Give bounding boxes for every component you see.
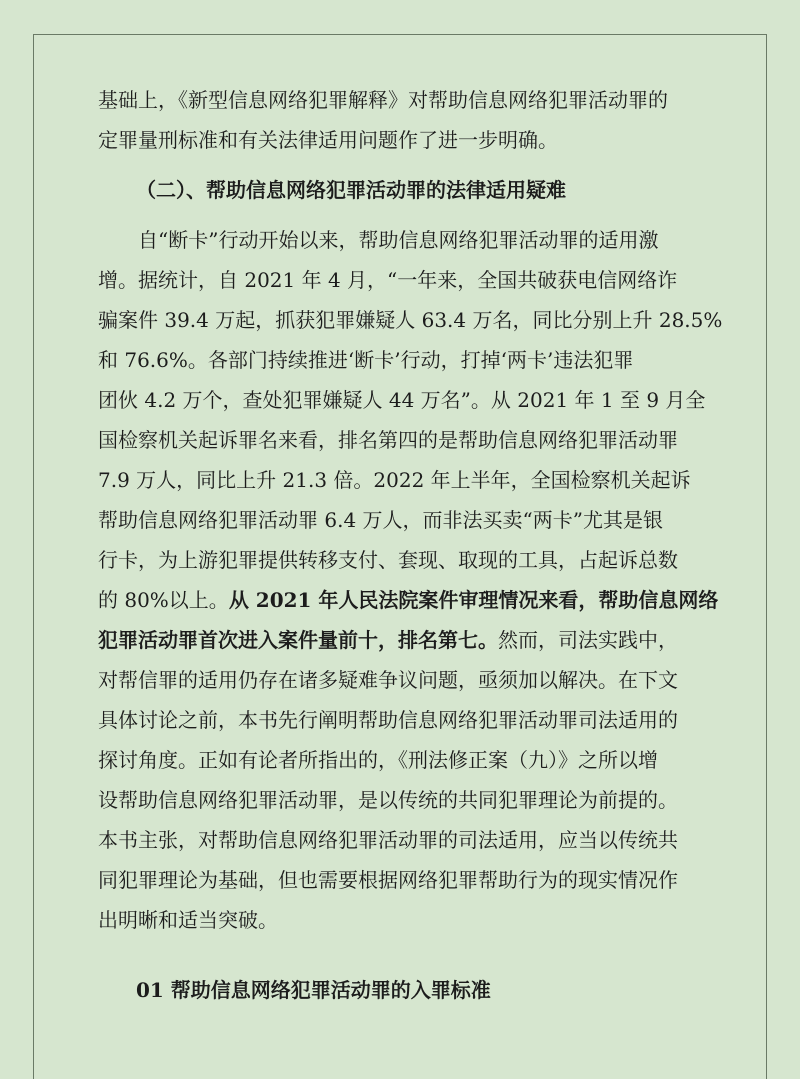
text-run: 的 80%以上。 — [98, 588, 229, 612]
bold-text-run: 犯罪活动罪首次进入案件量前十，排名第七。 — [98, 628, 498, 652]
paragraph-line: 出明晰和适当突破。 — [98, 908, 278, 932]
paragraph-line: 同犯罪理论为基础，但也需要根据网络犯罪帮助行为的现实情况作 — [98, 868, 678, 892]
section-heading: （二）、帮助信息网络犯罪活动罪的法律适用疑难 — [136, 178, 566, 202]
paragraph-line: 定罪量刑标准和有关法律适用问题作了进一步明确。 — [98, 128, 558, 152]
paragraph-line: 团伙 4.2 万个，查处犯罪嫌疑人 44 万名”。从 2021 年 1 至 9 月全 — [98, 388, 706, 412]
paragraph-line: 自“断卡”行动开始以来，帮助信息网络犯罪活动罪的适用激 — [138, 228, 659, 252]
paragraph-line: 具体讨论之前，本书先行阐明帮助信息网络犯罪活动罪司法适用的 — [98, 708, 678, 732]
text-run: 然而，司法实践中， — [498, 628, 678, 652]
paragraph-line: 基础上，《新型信息网络犯罪解释》对帮助信息网络犯罪活动罪的 — [98, 88, 668, 112]
subsection-heading: 01 帮助信息网络犯罪活动罪的入罪标准 — [136, 978, 491, 1002]
paragraph-line: 行卡，为上游犯罪提供转移支付、套现、取现的工具，占起诉总数 — [98, 548, 678, 572]
paragraph-line — [98, 585, 718, 615]
paragraph-line: 7.9 万人，同比上升 21.3 倍。2022 年上半年，全国检察机关起诉 — [98, 468, 691, 492]
bold-text-run: 从 2021 年人民法院案件审理情况来看，帮助信息网络 — [228, 588, 719, 612]
paragraph-line: 增。据统计，自 2021 年 4 月，“一年来，全国共破获电信网络诈 — [98, 268, 678, 292]
paragraph-line: 设帮助信息网络犯罪活动罪，是以传统的共同犯罪理论为前提的。 — [98, 788, 678, 812]
paragraph-line: 对帮信罪的适用仍存在诸多疑难争议问题，亟须加以解决。在下文 — [98, 668, 678, 692]
paragraph-line: 探讨角度。正如有论者所指出的，《刑法修正案（九）》之所以增 — [98, 748, 658, 772]
paragraph-line: 和 76.6%。各部门持续推进‘断卡’行动，打掉‘两卡’违法犯罪 — [98, 348, 634, 372]
paragraph-line: 骗案件 39.4 万起，抓获犯罪嫌疑人 63.4 万名，同比分别上升 28.5% — [98, 308, 723, 332]
paragraph-line: 国检察机关起诉罪名来看，排名第四的是帮助信息网络犯罪活动罪 — [98, 428, 678, 452]
paragraph-line: 本书主张，对帮助信息网络犯罪活动罪的司法适用，应当以传统共 — [98, 828, 678, 852]
paragraph-line: 帮助信息网络犯罪活动罪 6.4 万人，而非法买卖“两卡”尤其是银 — [98, 508, 663, 532]
paragraph-line — [98, 625, 678, 655]
